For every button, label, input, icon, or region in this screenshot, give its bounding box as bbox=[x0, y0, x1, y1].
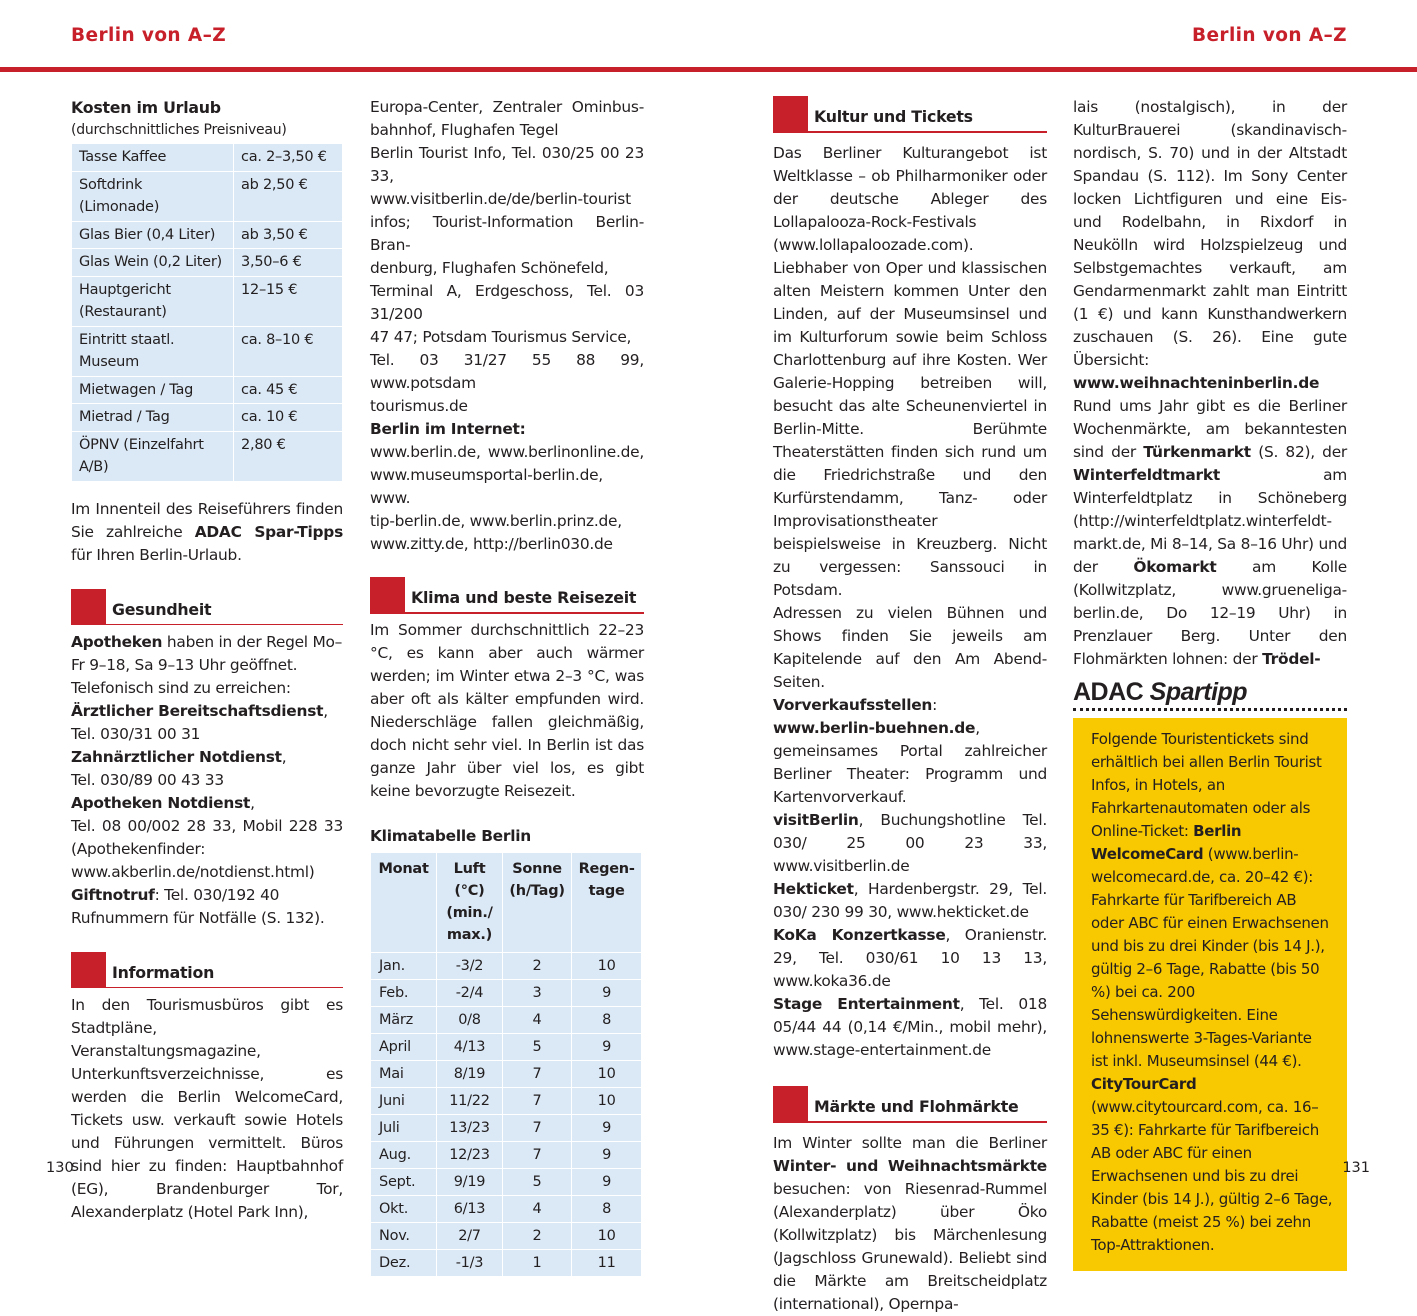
climate-row bbox=[371, 953, 642, 980]
vvk-visitberlin: visitBerlin, Buchungshotline Tel. 030/ 25 00 23 33, www.visitberlin.de bbox=[773, 811, 1047, 875]
cost-table bbox=[71, 143, 343, 482]
text-line: Berlin Tourist Info, Tel. 030/25 00 23 33, bbox=[370, 144, 644, 185]
header-rule bbox=[0, 67, 1417, 72]
link-line: tip-berlin.de, www.berlin.prinz.de, bbox=[370, 512, 622, 530]
climate-cell: 9 bbox=[572, 1142, 642, 1169]
vvk-berlin-buehnen: www.berlin-buehnen.de, gemeinsames Portal zahlreicher Berliner Theater: Programm und Kartenvorverkauf. bbox=[773, 719, 1047, 806]
climate-cell: 10 bbox=[572, 1061, 642, 1088]
vvk-koka: KoKa Konzertkasse, Oranienstr. 29, Tel. 030/61 10 13 13, www.koka36.de bbox=[773, 926, 1047, 990]
climate-cell: -1/3 bbox=[437, 1250, 503, 1277]
climate-cell: 4/13 bbox=[437, 1034, 503, 1061]
cost-row bbox=[72, 376, 343, 404]
climate-row bbox=[371, 1196, 642, 1223]
cost-price: ca. 8–10 € bbox=[234, 326, 343, 376]
climate-cell: -3/2 bbox=[437, 953, 503, 980]
section-marker bbox=[370, 577, 405, 612]
climate-row bbox=[371, 1034, 642, 1061]
column-3 bbox=[773, 96, 1047, 1316]
climate-cell: 7 bbox=[502, 1088, 571, 1115]
section-klima bbox=[370, 577, 644, 613]
climate-cell: 5 bbox=[502, 1169, 571, 1196]
climate-cell: 9 bbox=[572, 1169, 642, 1196]
climate-row bbox=[371, 1223, 642, 1250]
cost-price: 3,50–6 € bbox=[234, 249, 343, 277]
climate-header-cell: Luft (°C) (min./ max.) bbox=[437, 853, 503, 953]
health-paragraph: Apotheken haben in der Regel Mo–Fr 9–18, Sa 9–13 Uhr geöffnet. Telefonisch sind zu erreichen: bbox=[71, 632, 343, 697]
health-apotheken-notdienst: Apotheken Notdienst, Tel. 08 00/002 28 33, Mobil 228 33 (Apothekenfinder: www.akberlin.de/notdienst.html) bbox=[71, 793, 343, 881]
cost-row bbox=[72, 404, 343, 432]
cost-row bbox=[72, 249, 343, 277]
text-line: bahnhof, Flughafen Tegel bbox=[370, 121, 559, 139]
climate-row bbox=[371, 1088, 642, 1115]
climate-header-cell: Regen-tage bbox=[572, 853, 642, 953]
text-line: denburg, Flughafen Schönefeld, bbox=[370, 259, 609, 277]
cost-item: Glas Wein (0,2 Liter) bbox=[72, 249, 234, 277]
spar-tipps-paragraph: Im Innenteil des Reiseführers finden Sie zahlreiche ADAC Spar-Tipps für Ihren Berlin-Urlaub. bbox=[71, 499, 343, 564]
running-head-right: Berlin von A–Z bbox=[1191, 25, 1347, 46]
climate-cell: 4 bbox=[502, 1196, 571, 1223]
climate-cell: 1 bbox=[502, 1250, 571, 1277]
climate-cell: 9/19 bbox=[437, 1169, 503, 1196]
page-number-left: 130 bbox=[46, 1160, 74, 1176]
link-line: www.zitty.de, http://berlin030.de bbox=[370, 535, 613, 553]
section-rule bbox=[71, 624, 343, 626]
cost-item: ÖPNV (Einzelfahrt A/B) bbox=[72, 431, 234, 481]
column-2 bbox=[370, 96, 644, 1277]
climate-cell: 10 bbox=[572, 1088, 642, 1115]
cost-price: 2,80 € bbox=[234, 431, 343, 481]
cost-row bbox=[72, 326, 343, 376]
cost-row bbox=[72, 276, 343, 326]
climate-table bbox=[370, 852, 642, 1277]
climate-cell: 8/19 bbox=[437, 1061, 503, 1088]
section-title: Gesundheit bbox=[112, 599, 212, 619]
climate-row bbox=[371, 1142, 642, 1169]
link-line: www.berlin.de, www.berlinonline.de, bbox=[370, 443, 644, 461]
climate-cell: Aug. bbox=[371, 1142, 437, 1169]
climate-cell: 0/8 bbox=[437, 1007, 503, 1034]
section-title: Märkte und Flohmärkte bbox=[814, 1097, 1019, 1116]
section-rule bbox=[773, 1121, 1047, 1123]
vvk-hekticket: Hekticket, Hardenbergstr. 29, Tel. 030/ 230 99 30, www.hekticket.de bbox=[773, 880, 1047, 921]
maerkte-continued: lais (nostalgisch), in der KulturBrauerei (skandinavisch-nordisch, S. 70) und in der Altstadt Spandau (S. 112). Im Sony Center locken Lichtfiguren und eine Eis- und Rodelbahn, in Rixdorf in Neukölln wird Holzspielzeug und Selbstgemachtes verkauft, am Gendarmenmarkt zahlt man Eintritt (1 €) und kann Kunsthandwerkern zuschauen (S. 26). Eine gute Übersicht: www.weihnachteninberlin.de bbox=[1073, 98, 1347, 392]
cost-item: Mietrad / Tag bbox=[72, 404, 234, 432]
cost-item: Tasse Kaffee bbox=[72, 144, 234, 172]
section-rule bbox=[71, 987, 343, 989]
climate-cell: 3 bbox=[502, 980, 571, 1007]
climate-cell: Jan. bbox=[371, 953, 437, 980]
climate-cell: 11 bbox=[572, 1250, 642, 1277]
cost-price: ca. 45 € bbox=[234, 376, 343, 404]
climate-cell: 10 bbox=[572, 953, 642, 980]
dotted-rule bbox=[1073, 708, 1347, 711]
running-head-left: Berlin von A–Z bbox=[71, 25, 227, 46]
climate-row bbox=[371, 1250, 642, 1277]
cost-price: ab 3,50 € bbox=[234, 221, 343, 249]
adac-spartipp-box bbox=[1073, 678, 1347, 1271]
climate-cell: 4 bbox=[502, 1007, 571, 1034]
climate-row bbox=[371, 1061, 642, 1088]
climate-cell: 2/7 bbox=[437, 1223, 503, 1250]
text-line: www.visitberlin.de/de/berlin-tourist bbox=[370, 190, 631, 208]
climate-cell: 10 bbox=[572, 1223, 642, 1250]
text-line: Terminal A, Erdgeschoss, Tel. 03 31/200 bbox=[370, 282, 644, 323]
text-line: Europa-Center, Zentraler Ominbus- bbox=[370, 98, 644, 116]
maerkte-paragraph: Im Winter sollte man die Berliner Winter- und Weihnachtsmärkte besuchen: von Riesenrad-Rummel (Alexanderplatz) über Öko (Kollwitzplatz) bis Märchenlesung (Jagschloss Grunewald). Beliebt sind die Märkte am Breitscheidplatz (international), Opernpa- bbox=[773, 1134, 1047, 1313]
climate-header-cell: Monat bbox=[371, 853, 437, 953]
climate-cell: 11/22 bbox=[437, 1088, 503, 1115]
climate-header-cell: Sonne (h/Tag) bbox=[502, 853, 571, 953]
climate-cell: Juli bbox=[371, 1115, 437, 1142]
climate-cell: 7 bbox=[502, 1115, 571, 1142]
vvk-heading: Vorverkaufsstellen: bbox=[773, 696, 938, 714]
section-marker bbox=[71, 589, 106, 624]
section-title: Kultur und Tickets bbox=[814, 107, 973, 126]
section-rule bbox=[370, 612, 644, 614]
climate-cell: -2/4 bbox=[437, 980, 503, 1007]
climate-row bbox=[371, 1169, 642, 1196]
climate-cell: 7 bbox=[502, 1061, 571, 1088]
cost-item: Softdrink (Limonade) bbox=[72, 171, 234, 221]
climate-cell: 6/13 bbox=[437, 1196, 503, 1223]
section-kultur bbox=[773, 96, 1047, 132]
climate-cell: 2 bbox=[502, 953, 571, 980]
text-line: infos; Tourist-Information Berlin-Bran- bbox=[370, 213, 644, 254]
section-gesundheit bbox=[71, 589, 343, 625]
costs-heading: Kosten im Urlaub bbox=[71, 98, 221, 117]
cost-price: ab 2,50 € bbox=[234, 171, 343, 221]
health-bereitschaft: Ärztlicher Bereitschaftsdienst, Tel. 030/31 00 31 bbox=[71, 701, 328, 743]
climate-cell: 2 bbox=[502, 1223, 571, 1250]
costs-subheading: (durchschnittliches Preisniveau) bbox=[71, 122, 287, 138]
climate-cell: 12/23 bbox=[437, 1142, 503, 1169]
climate-cell: Okt. bbox=[371, 1196, 437, 1223]
cost-row bbox=[72, 144, 343, 172]
climate-cell: April bbox=[371, 1034, 437, 1061]
health-zahnarzt: Zahnärztlicher Notdienst, Tel. 030/89 00 43 33 bbox=[71, 747, 287, 789]
klima-paragraph: Im Sommer durchschnittlich 22–23 °C, es kann aber auch wärmer werden; im Winter etwa 2–3 °C, was aber oft als kälter empfunden wird. Niederschläge fallen gleichmäßig, doch nicht sehr viel. In Berlin ist das ganze Jahr über viel los, es gibt keine bevorzugte Reisezeit. bbox=[370, 621, 644, 800]
cost-item: Glas Bier (0,4 Liter) bbox=[72, 221, 234, 249]
climate-cell: 7 bbox=[502, 1142, 571, 1169]
cost-row bbox=[72, 221, 343, 249]
spartipp-heading: ADAC Spartipp bbox=[1073, 678, 1248, 706]
climate-row bbox=[371, 1115, 642, 1142]
cost-price: ca. 10 € bbox=[234, 404, 343, 432]
tourist-offices-text bbox=[370, 96, 644, 418]
climate-cell: Feb. bbox=[371, 980, 437, 1007]
internet-links-text bbox=[370, 441, 644, 556]
cost-row bbox=[72, 171, 343, 221]
text-line: Tel. 03 31/27 55 88 99, www.potsdam bbox=[370, 351, 644, 392]
page-number-right: 131 bbox=[1342, 1160, 1370, 1176]
internet-heading: Berlin im Internet: bbox=[370, 420, 526, 438]
spartipp-content: Folgende Touristentickets sind erhältlich bei allen Berlin Tourist Infos, in Hotels, an Fahrkartenautomaten oder als Online-Ticket: Berlin WelcomeCard (www.berlin-welcomecard.de, ca. 20–42 €): Fahrkarte für Tarifbereich AB oder ABC für einen Erwachsenen und bis zu drei Kinder (bis 14 J.), gültig 2–6 Tage, Rabatte (bis 50 %) bei ca. 200 Sehenswürdigkeiten. Eine lohnenswerte 3-Tages-Variante ist inkl. Museumsinsel (44 €). CityTourCard (www.citytourcard.com, ca. 16–35 €): Fahrkarte für Tarifbereich AB oder ABC für einen Erwachsenen und bis zu drei Kinder (bis 14 J.), gültig 2–6 Tage, Rabatte (meist 25 %) bei zehn Top-Attraktionen. bbox=[1073, 718, 1347, 1271]
section-information bbox=[71, 952, 343, 988]
climate-cell: 5 bbox=[502, 1034, 571, 1061]
climate-cell: Mai bbox=[371, 1061, 437, 1088]
text-line: tourismus.de bbox=[370, 397, 468, 415]
section-title: Information bbox=[112, 962, 215, 982]
column-4 bbox=[1073, 96, 1347, 1271]
cost-row bbox=[72, 431, 343, 481]
wochenmaerkte-paragraph: Rund ums Jahr gibt es die Berliner Wochenmärkte, am bekanntesten sind der Türkenmarkt (S. 82), der Winterfeldtmarkt am Winterfeldtplatz in Schöneberg (http://winterfeldtplatz.winterfeldt-markt.de, Mi 8–14, Sa 8–16 Uhr) und der Ökomarkt am Kolle (Kollwitzplatz, www.grueneliga-berlin.de, Do 12–19 Uhr) in Prenzlauer Berg. Unter den Flohmärkten lohnen: der Trödel- bbox=[1073, 397, 1347, 668]
health-giftnotruf: Giftnotruf: Tel. 030/192 40 Rufnummern für Notfälle (S. 132). bbox=[71, 885, 325, 927]
climate-cell: 13/23 bbox=[437, 1115, 503, 1142]
climate-cell: Dez. bbox=[371, 1250, 437, 1277]
section-marker bbox=[773, 1086, 808, 1121]
info-paragraph: In den Tourismusbüros gibt es Stadtpläne, Veranstaltungsmagazine, Unterkunftsverzeichnisse, es werden die Berlin WelcomeCard, Tickets usw. verkauft sowie Hotels und Führungen vermittelt. Büros sind hier zu finden: Hauptbahnhof (EG), Brandenburger Tor, Alexanderplatz (Hotel Park Inn), bbox=[71, 995, 343, 1221]
section-rule bbox=[773, 131, 1047, 133]
vvk-stage: Stage Entertainment, Tel. 018 05/44 44 (0,14 €/Min., mobil mehr), www.stage-entertainment.de bbox=[773, 995, 1047, 1059]
climate-row bbox=[371, 1007, 642, 1034]
adressen-paragraph: Adressen zu vielen Bühnen und Shows finden Sie jeweils am Kapitelende auf den Am Abend-Seiten. bbox=[773, 604, 1047, 691]
climate-cell: 9 bbox=[572, 1034, 642, 1061]
column-1 bbox=[71, 96, 343, 1224]
climate-row bbox=[371, 980, 642, 1007]
climate-cell: 9 bbox=[572, 1115, 642, 1142]
cost-price: ca. 2–3,50 € bbox=[234, 144, 343, 172]
link-line: www.museumsportal-berlin.de, www. bbox=[370, 466, 603, 507]
kultur-paragraph: Das Berliner Kulturangebot ist Weltklasse – ob Philharmoniker oder der deutsche Ableger des Lollapalooza-Rock-Festivals (www.lollapaloozade.com). Liebhaber von Oper und klassischen alten Meistern kommen Unter den Linden, auf der Museumsinsel und im Kulturforum sowie beim Schloss Charlottenburg auf ihre Kosten. Wer Galerie-Hopping betreiben will, besucht das alte Scheunenviertel in Berlin-Mitte. Berühmte Theaterstätten finden sich rund um die Friedrichstraße und den Kurfürstendamm, Tanz- oder Improvisationstheater beispielsweise in Kreuzberg. Nicht zu vergessen: Sanssouci in Potsdam. bbox=[773, 144, 1047, 599]
section-title: Klima und beste Reisezeit bbox=[411, 588, 637, 607]
climate-cell: Nov. bbox=[371, 1223, 437, 1250]
cost-price: 12–15 € bbox=[234, 276, 343, 326]
text-line: 47 47; Potsdam Tourismus Service, bbox=[370, 328, 632, 346]
climate-cell: 8 bbox=[572, 1007, 642, 1034]
cost-item: Eintritt staatl. Museum bbox=[72, 326, 234, 376]
climate-cell: 9 bbox=[572, 980, 642, 1007]
section-marker bbox=[773, 96, 808, 131]
section-maerkte bbox=[773, 1086, 1047, 1122]
section-marker bbox=[71, 952, 106, 987]
climate-cell: März bbox=[371, 1007, 437, 1034]
climate-cell: 8 bbox=[572, 1196, 642, 1223]
klimatabelle-heading: Klimatabelle Berlin bbox=[370, 827, 531, 845]
cost-item: Mietwagen / Tag bbox=[72, 376, 234, 404]
cost-item: Hauptgericht (Restaurant) bbox=[72, 276, 234, 326]
climate-cell: Juni bbox=[371, 1088, 437, 1115]
climate-cell: Sept. bbox=[371, 1169, 437, 1196]
